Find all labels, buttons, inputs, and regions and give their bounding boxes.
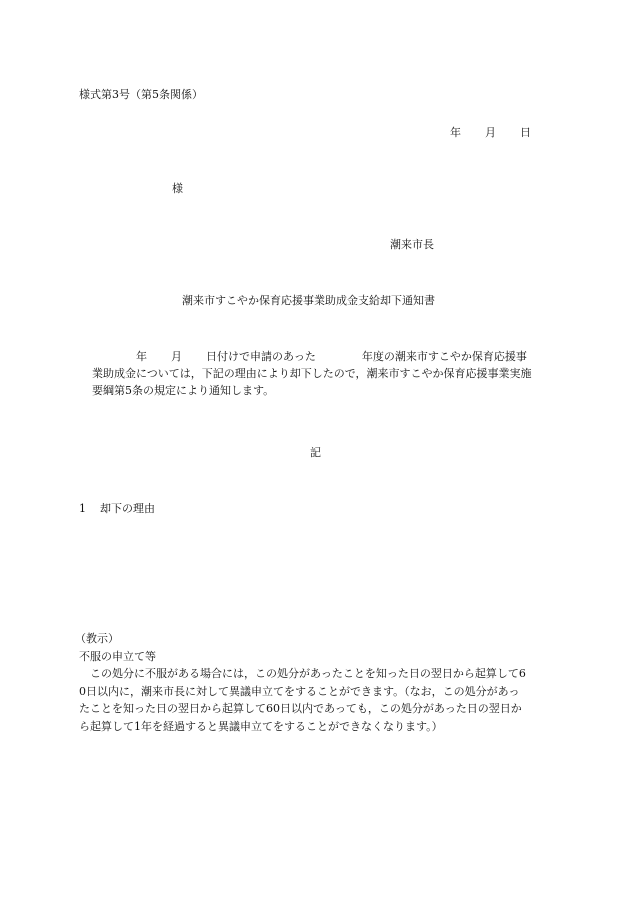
kyoji-heading: （教示） (75, 632, 119, 645)
ki-heading: 記 (310, 446, 321, 459)
kyoji-section (75, 630, 549, 735)
date-day: 日 (520, 126, 531, 139)
date-year: 年 (450, 126, 461, 139)
reason-item-label: 却下の理由 (100, 502, 155, 515)
body-line-2: 業助成金については，下記の理由により却下したので，潮来市すこやか保育応援事業実施 (92, 367, 532, 380)
body-line1-text: 日付けで申請のあった (206, 350, 316, 363)
body-paragraph (92, 348, 544, 399)
body-month: 月 (171, 350, 182, 363)
kyoji-line: たことを知った日の翌日から起算して60日以内であっても，この処分があった日の翌日か (79, 702, 522, 715)
form-number: 様式第3号（第5条関係） (79, 88, 203, 101)
kyoji-line: この処分に不服がある場合には，この処分があったことを知った日の翌日から起算して6 (79, 667, 526, 680)
body-line-1 (92, 348, 544, 365)
reason-item-number: 1 (79, 502, 86, 515)
kyoji-line: ら起算して1年を経過すると異議申立てをすることができなくなります。） (79, 719, 443, 733)
body-line1-tail: 年度の潮来市すこやか保育応援事 (361, 350, 527, 363)
body-line-3: 要綱第5条の規定により通知します。 (92, 384, 275, 397)
date-month: 月 (485, 126, 496, 139)
addressee-suffix: 様 (172, 182, 183, 195)
date-line (450, 124, 531, 140)
document-title: 潮来市すこやか保育応援事業助成金支給却下通知書 (182, 294, 435, 307)
reason-item (79, 500, 155, 516)
kyoji-line: 0日以内に，潮来市長に対して異議申立てをすることができます。（なお，この処分があっ (79, 684, 520, 698)
kyoji-subheading: 不服の申立て等 (79, 649, 156, 663)
body-year: 年 (136, 350, 147, 363)
issuer: 潮来市長 (390, 238, 434, 251)
